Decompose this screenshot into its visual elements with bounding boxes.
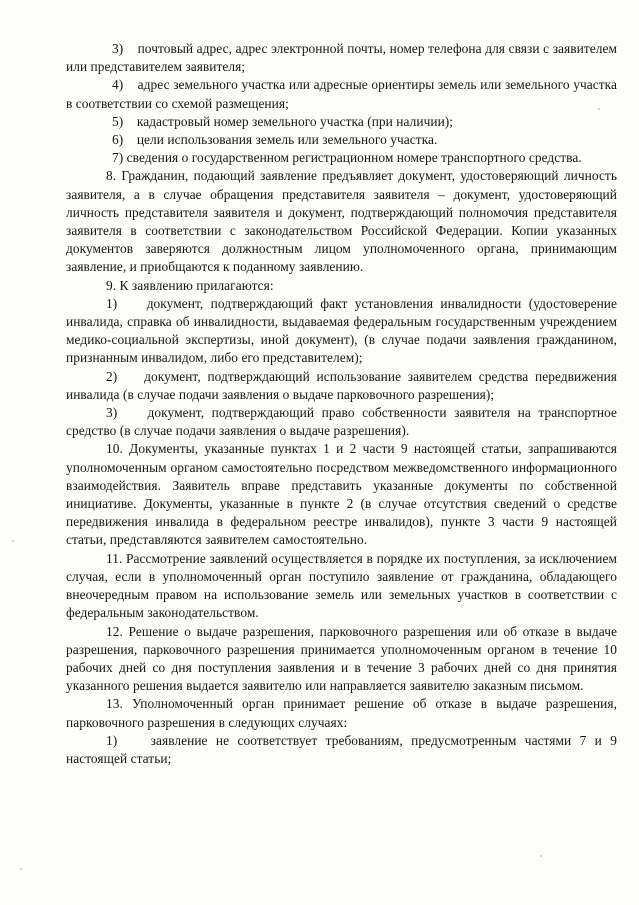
paragraph-item-5: 5) кадастровый номер земельного участка (при наличии); <box>112 113 454 129</box>
scan-speck <box>12 540 14 542</box>
paragraph-item-7: 7) сведения о государственном регистрационном номере транспортного средства. <box>112 150 582 166</box>
paragraph-clause-9-item-1: 1) документ, подтверждающий факт установления инвалидности (удостоверение инвалида, справка об инвалидности, выдаваемая федеральным государственным учреждением медико-социальной экспертизы, иной документ), (в случае подачи заявления гражданином, признанным инвалидом, либо его представителем); <box>66 295 621 366</box>
paragraph-item-4: 4) адрес земельного участка или адресные ориентиры земель или земельного участка в соответствии со схемой размещения; <box>66 77 621 111</box>
paragraph-clause-13-item-1: 1) заявление не соответствует требованиям, предусмотренным частями 7 и 9 настоящей статьи; <box>66 732 621 766</box>
paragraph-item-3: 3) почтовый адрес, адрес электронной почты, номер телефона для связи с заявителем или представителем заявителя; <box>66 41 621 75</box>
paragraph-clause-12: 12. Решение о выдаче разрешения, парковочного разрешения или об отказе в выдаче разрешения, парковочного разрешения принимается уполномоченным органом в течение 10 рабочих дней со дня поступления заявления и в течение 3 рабочих дней со дня принятия указанного решения выдается заявителю или направляется заявителю заказным письмом. <box>66 623 621 694</box>
paragraph-clause-9-item-2: 2) документ, подтверждающий использование заявителем средства передвижения инвалида (в случае подачи заявления о выдаче парковочного разрешения); <box>66 368 621 402</box>
paragraph-clause-8: 8. Гражданин, подающий заявление предъявляет документ, удостоверяющий личность заявителя, а в случае обращения представителя заявителя – документ, удостоверяющий личность представителя заявителя и документ, подтверждающий полномочия представителя заявителя в соответствии с законодательством Российской Федерации. Копии указанных документов заверяются должностным лицом уполномоченного органа, принимающим заявление, и приобщаются к поданному заявлению. <box>66 168 621 275</box>
scan-speck <box>20 868 22 870</box>
paragraph-clause-13: 13. Уполномоченный орган принимает решение об отказе в выдаче разрешения, парковочного разрешения в следующих случаях: <box>66 696 621 730</box>
scan-speck <box>598 108 600 110</box>
paragraph-clause-9-heading: 9. К заявлению прилагаются: <box>106 277 274 293</box>
paragraph-clause-11: 11. Рассмотрение заявлений осуществляется в порядке их поступления, за исключением случая, если в уполномоченный орган поступило заявление от гражданина, обладающего внеочередным правом на использование земель или земельных участков в соответствии с федеральным законодательством. <box>66 550 621 621</box>
scan-speck <box>540 855 542 857</box>
paragraph-clause-9-item-3: 3) документ, подтверждающий право собственности заявителя на транспортное средство (в случае подачи заявления о выдаче разрешения). <box>66 405 621 439</box>
paragraph-item-6: 6) цели использования земель или земельного участка. <box>112 132 438 148</box>
paragraph-clause-10: 10. Документы, указанные пунктах 1 и 2 части 9 настоящей статьи, запрашиваются уполномоченным органом самостоятельно посредством межведомственного информационного взаимодействия. Заявитель вправе представить указанные документы по собственной инициативе. Документы, указанные в пункте 2 (в случае отсутствия сведений о средстве передвижения инвалида в федеральном реестре инвалидов), пункте 3 части 9 настоящей статьи, представляются заявителем самостоятельно. <box>66 441 621 548</box>
